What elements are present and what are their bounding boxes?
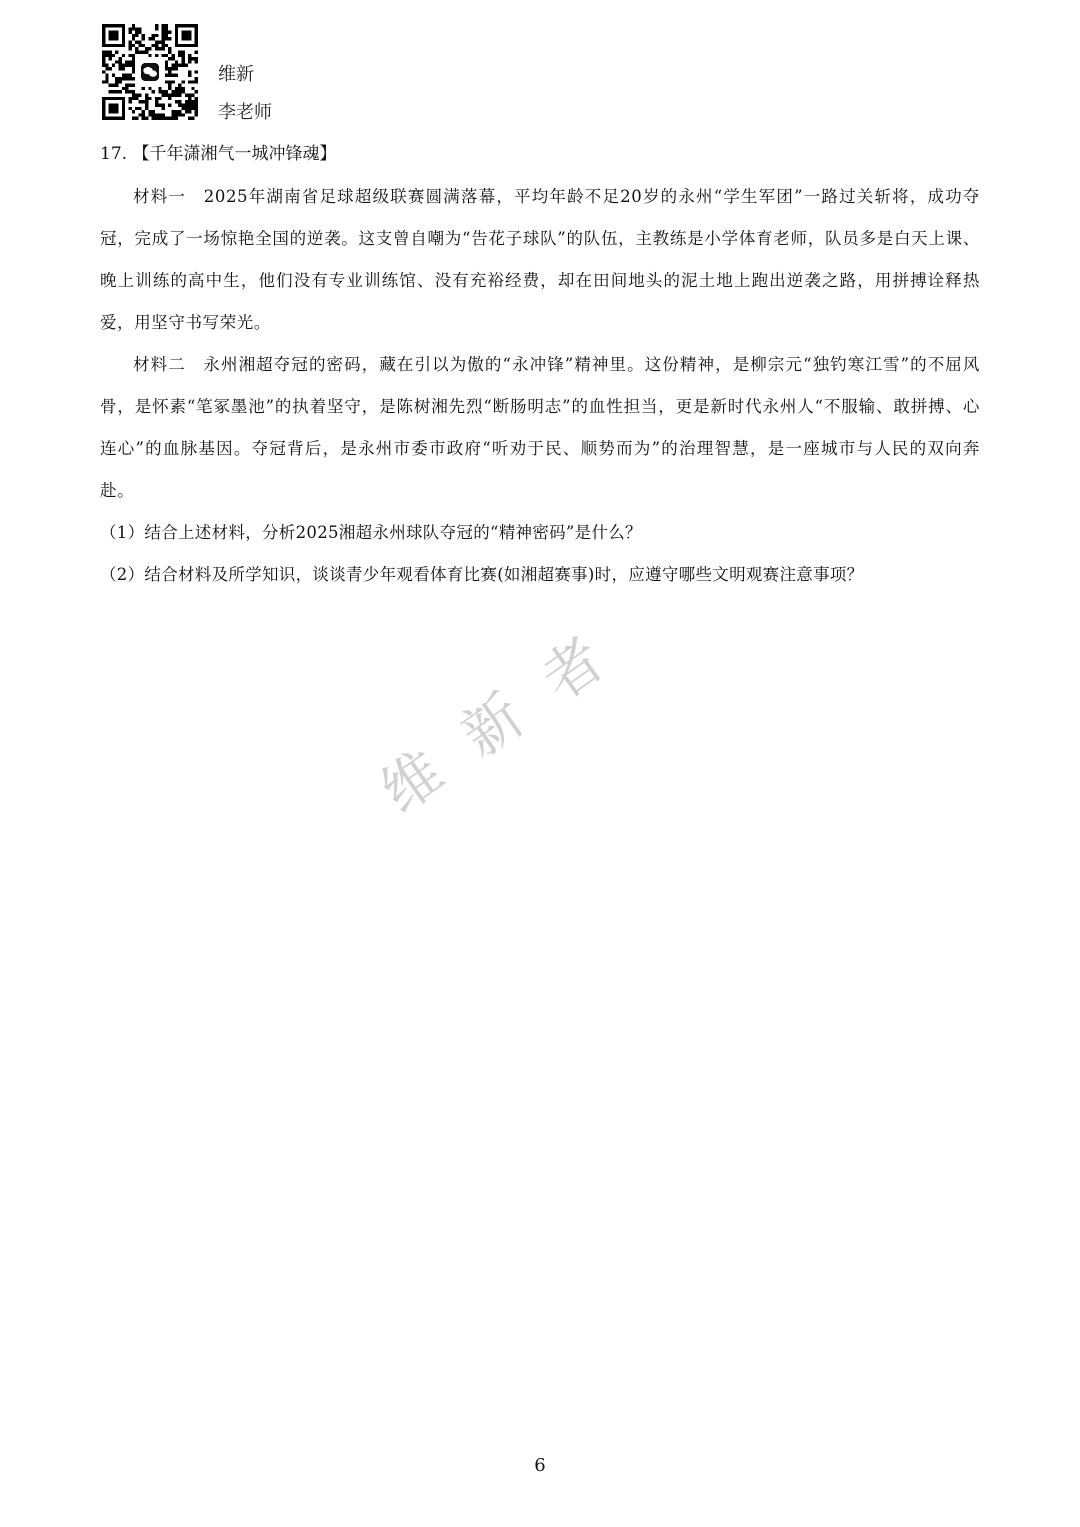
- question-block: [100, 140, 980, 596]
- material-one: 材料一 2025年湖南省足球超级联赛圆满落幕，平均年龄不足20岁的永州“学生军团”一路过关斩将，成功夺冠，完成了一场惊艳全国的逆袭。这支曾自嘲为“告花子球队”的队伍，主教练是小学体育老师，队员多是白天上课、晚上训练的高中生，他们没有专业训练馆、没有充裕经费，却在田间地头的泥土地上跑出逆袭之路，用拼搏诠释热爱，用坚守书写荣光。: [100, 187, 980, 332]
- sub-question-2: （2）结合材料及所学知识，谈谈青少年观看体育比赛(如湘超赛事)时，应遵守哪些文明观赛注意事项？: [100, 565, 864, 584]
- qr-label-teacher: 李老师: [218, 102, 272, 123]
- watermark: 维新者: [369, 601, 649, 827]
- question-title: 17. 【千年潇湘气一城冲锋魂】: [100, 144, 337, 164]
- page-number: 6: [534, 1455, 546, 1476]
- qr-label-name: 维新: [218, 64, 254, 85]
- sub-question-1: （1）结合上述材料，分析2025湘超永州球队夺冠的“精神密码”是什么？: [100, 523, 642, 542]
- material-two: 材料二 永州湘超夺冠的密码，藏在引以为傲的“永冲锋”精神里。这份精神，是柳宗元“独钓寒江雪”的不屈风骨，是怀素“笔冢墨池”的执着坚守，是陈树湘先烈“断肠明志”的血性担当，更是新时代永州人“不服输、敢拼搏、心连心”的血脉基因。夺冠背后，是永州市委市政府“听劝于民、顺势而为”的治理智慧，是一座城市与人民的双向奔赴。: [100, 355, 980, 500]
- qr-code: [102, 24, 198, 120]
